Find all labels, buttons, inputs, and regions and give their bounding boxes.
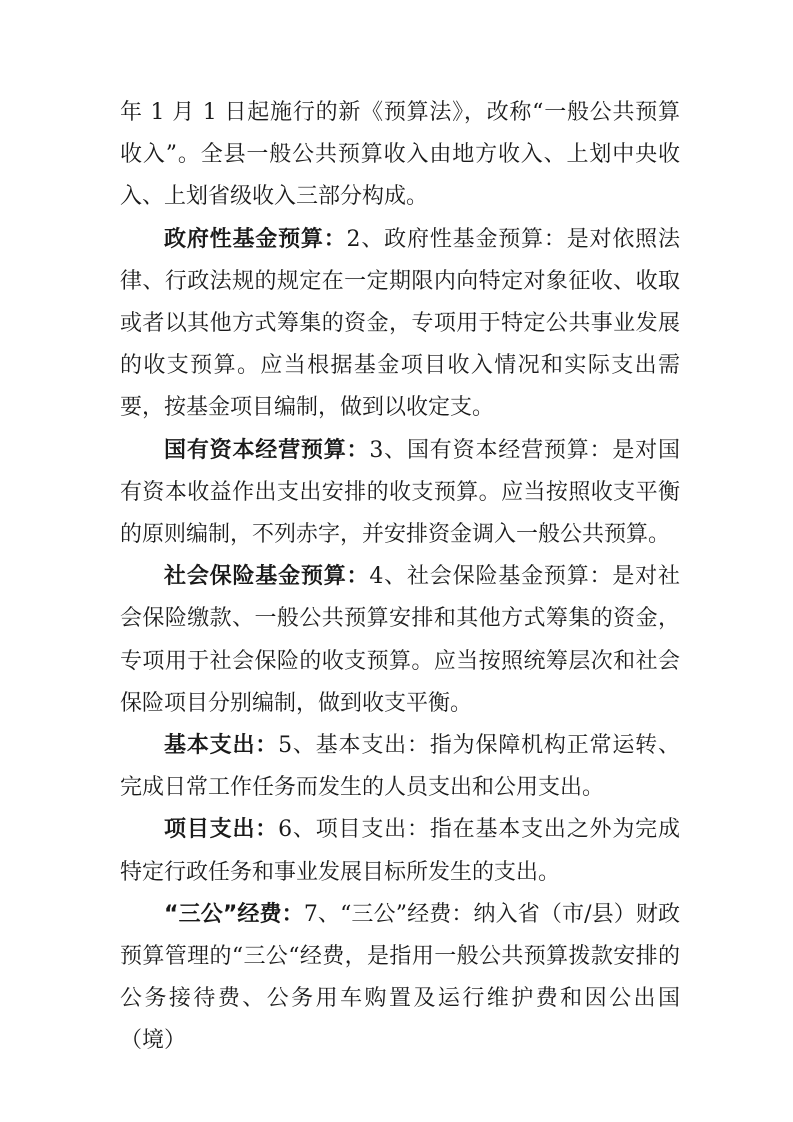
document-page xyxy=(120,92,680,1063)
paragraph-basic-expenditure xyxy=(120,725,680,809)
paragraph-text: 年 1 月 1 日起施行的新《预算法》，改称“一般公共预算收入”。全县一般公共预算收入由地方收入、上划中央收入、上划省级收入三部分构成。 xyxy=(120,100,680,210)
paragraph-project-expenditure xyxy=(120,809,680,893)
paragraph-text: 7、“三公”经费：纳入省（市/县）财政预算管理的“三公“经费，是指用一般公共预算拨款安排的公务接待费、公务用车购置及运行维护费和因公出国（境） xyxy=(120,901,681,1054)
term-label: 基本支出： xyxy=(164,733,279,759)
term-label: 社会保险基金预算： xyxy=(164,564,370,590)
paragraph-government-fund-budget xyxy=(120,219,680,430)
paragraph-text: 2、政府性基金预算：是对依照法律、行政法规的规定在一定期限内向特定对象征收、收取或者以其他方式筹集的资金，专项用于特定公共事业发展的收支预算。应当根据基金项目收入情况和实际支出需要，按基金项目编制，做到以收定支。 xyxy=(120,226,680,421)
term-label: 国有资本经营预算： xyxy=(164,437,370,463)
paragraph-state-capital-budget xyxy=(120,430,680,557)
paragraph-text: 5、基本支出：指为保障机构正常运转、完成日常工作任务而发生的人员支出和公用支出。 xyxy=(120,733,680,801)
term-label: 项目支出： xyxy=(164,817,279,843)
paragraph-budget-revenue xyxy=(120,92,680,219)
paragraph-social-insurance-budget xyxy=(120,556,680,725)
paragraph-text: 6、项目支出：指在基本支出之外为完成特定行政任务和事业发展目标所发生的支出。 xyxy=(120,817,680,885)
term-label: 政府性基金预算： xyxy=(164,226,347,252)
term-label: “三公”经费： xyxy=(164,901,304,927)
paragraph-text: 3、国有资本经营预算：是对国有资本收益作出支出安排的收支预算。应当按照收支平衡的原则编制，不列赤字，并安排资金调入一般公共预算。 xyxy=(120,437,680,548)
paragraph-three-public-expenses xyxy=(120,894,680,1063)
paragraph-text: 4、社会保险基金预算：是对社会保险缴款、一般公共预算安排和其他方式筹集的资金，专项用于社会保险的收支预算。应当按照统筹层次和社会保险项目分别编制，做到收支平衡。 xyxy=(120,564,680,716)
